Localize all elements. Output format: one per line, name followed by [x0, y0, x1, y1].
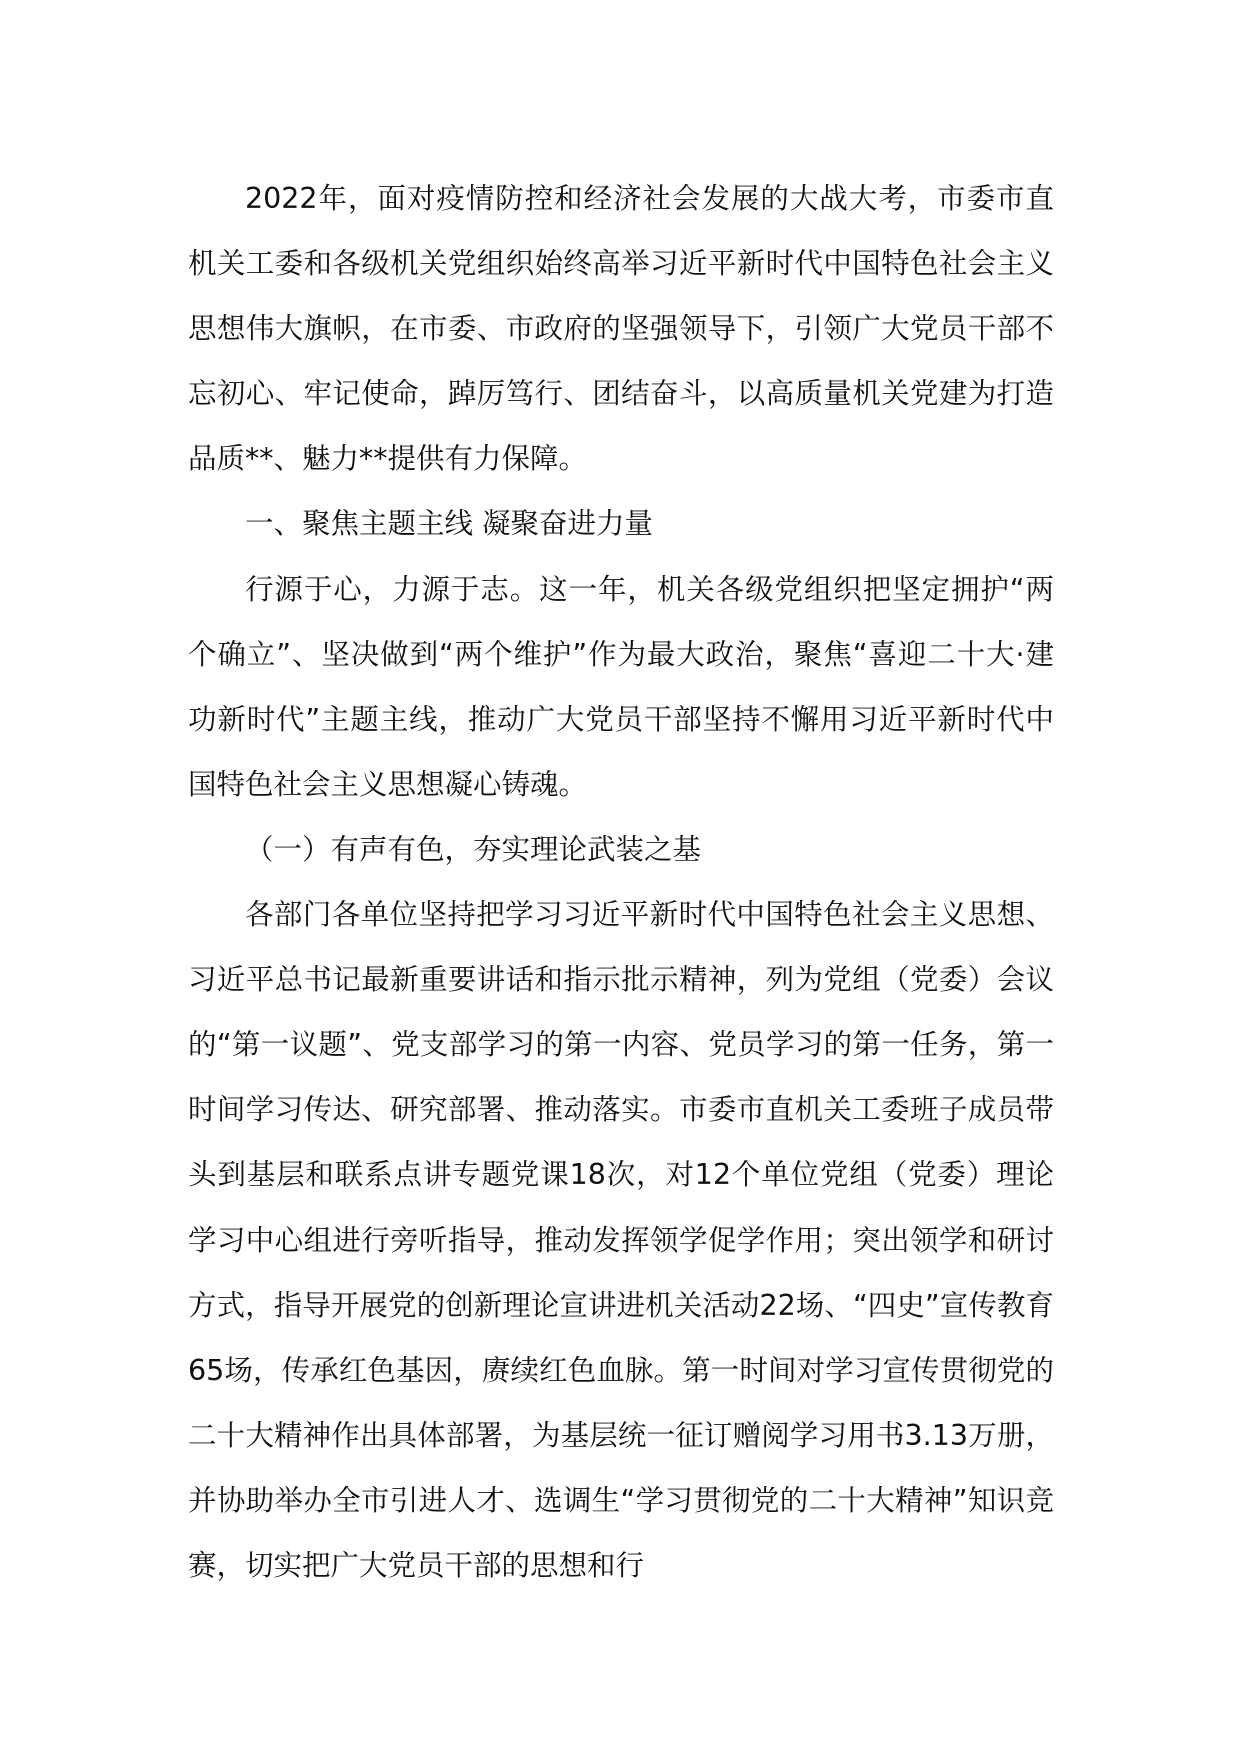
section-heading-1: 一、聚焦主题主线 凝聚奋进力量: [245, 507, 654, 541]
paragraph-section-1: 行源于心，力源于志。这一年，机关各级党组织把坚定拥护“两个确立”、坚决做到“两个维护”作为最大政治，聚焦“喜迎二十大·建功新时代”主题主线，推动广大党员干部坚持不懈用习近平新时代中国特色社会主义思想凝心铸魂。: [188, 572, 1054, 801]
document-body: [188, 166, 1054, 1598]
paragraph-intro: 2022年，面对疫情防控和经济社会发展的大战大考，市委市直机关工委和各级机关党组织始终高举习近平新时代中国特色社会主义思想伟大旗帜，在市委、市政府的坚强领导下，引领广大党员干部不忘初心、牢记使命，踔厉笃行、团结奋斗，以高质量机关党建为打造品质**、魅力**提供有力保障。: [188, 182, 1054, 476]
paragraph-subsection-1: 各部门各单位坚持把学习习近平新时代中国特色社会主义思想、习近平总书记最新重要讲话和指示批示精神，列为党组（党委）会议的“第一议题”、党支部学习的第一内容、党员学习的第一任务，第一时间学习传达、研究部署、推动落实。市委市直机关工委班子成员带头到基层和联系点讲专题党课18次，对12个单位党组（党委）理论学习中心组进行旁听指导，推动发挥领学促学作用；突出领学和研讨方式，指导开展党的创新理论宣讲进机关活动22场、“四史”宣传教育65场，传承红色基因，赓续红色血脉。第一时间对学习宣传贯彻党的二十大精神作出具体部署，为基层统一征订赠阅学习用书3.13万册，并协助举办全市引进人才、选调生“学习贯彻党的二十大精神”知识竞赛，切实把广大党员干部的思想和行: [188, 898, 1054, 1582]
subsection-heading-1: （一）有声有色，夯实理论武装之基: [245, 832, 702, 866]
